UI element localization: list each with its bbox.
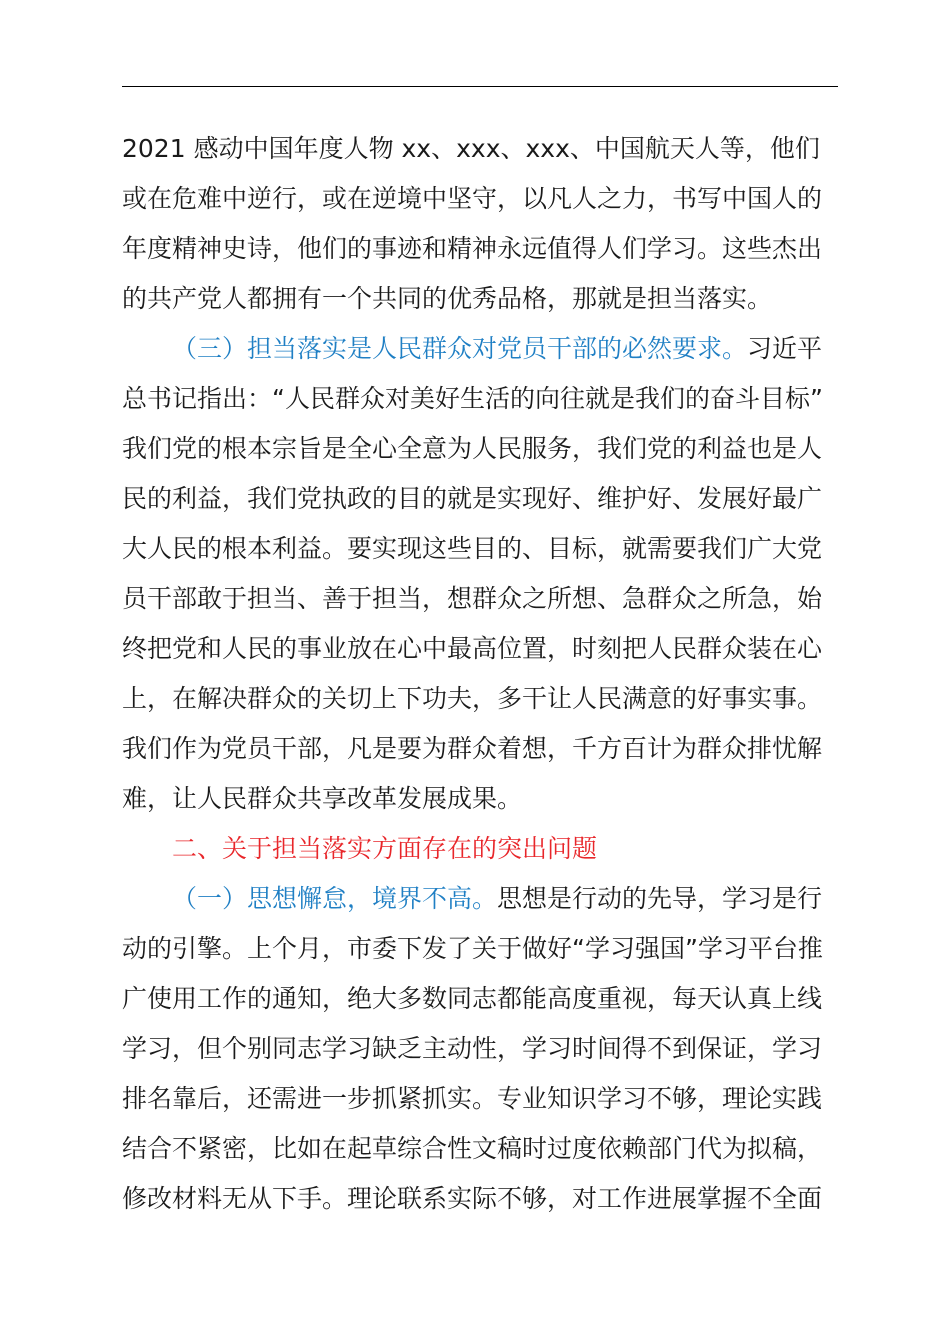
text-line: 动的引擎。上个月，市委下发了关于做好“学习强国”学习平台推 (122, 934, 823, 963)
text-line: 总书记指出：“人民群众对美好生活的向往就是我们的奋斗目标” (122, 384, 823, 413)
text-line: 难，让人民群众共享改革发展成果。 (122, 784, 523, 813)
text-line: 学习，但个别同志学习缺乏主动性，学习时间得不到保证，学习 (122, 1034, 823, 1063)
text-line: 我们作为党员干部，凡是要为群众着想，千方百计为群众排忧解 (122, 734, 823, 763)
paragraph-section-one (122, 874, 838, 1224)
text-line: 结合不紧密，比如在起草综合性文稿时过度依赖部门代为拟稿， (122, 1134, 823, 1163)
text-line: 我们党的根本宗旨是全心全意为人民服务，我们党的利益也是人 (122, 434, 823, 463)
sub-heading-three: （三）担当落实是人民群众对党员干部的必然要求。 (172, 334, 748, 363)
text-line: 的共产党人都拥有一个共同的优秀品格，那就是担当落实。 (122, 284, 773, 313)
section-heading-two: 二、关于担当落实方面存在的突出问题 (172, 834, 598, 863)
text-line-content: 或在危难中逆行，或在逆境中坚守，以凡人之力，书写中国人的 (122, 184, 823, 213)
text-line (122, 124, 838, 174)
text-line-content: 习近平 (747, 334, 823, 363)
paragraph-award-figures (122, 124, 838, 324)
text-line: 修改材料无从下手。理论联系实际不够，对工作进展掌握不全面 (122, 1184, 823, 1213)
sub-heading-one: （一）思想懈怠，境界不高。 (172, 884, 498, 913)
text-line: 民的利益，我们党执政的目的就是实现好、维护好、发展好最广 (122, 484, 823, 513)
text-line (122, 874, 838, 924)
text-line (122, 174, 838, 224)
text-line-content: 思想是行动的先导，学习是行 (497, 884, 823, 913)
paragraph-section-three (122, 324, 838, 824)
text-line: 大人民的根本利益。要实现这些目的、目标，就需要我们广大党 (122, 534, 823, 563)
header-rule (122, 86, 838, 87)
document-body (122, 124, 838, 1224)
text-line: 上，在解决群众的关切上下功夫，多干让人民满意的好事实事。 (122, 684, 823, 713)
text-line: 广使用工作的通知，绝大多数同志都能高度重视，每天认真上线 (122, 984, 823, 1013)
text-line-content: 年度精神史诗，他们的事迹和精神永远值得人们学习。这些杰出 (122, 234, 823, 263)
text-line: 排名靠后，还需进一步抓紧抓实。专业知识学习不够，理论实践 (122, 1084, 823, 1113)
text-line (122, 324, 838, 374)
text-line-content: 2021 感动中国年度人物 xx、xxx、xxx、中国航天人等，他们 (122, 134, 820, 163)
text-line: 员干部敢于担当、善于担当，想群众之所想、急群众之所急，始 (122, 584, 823, 613)
text-line (122, 224, 838, 274)
text-line: 终把党和人民的事业放在心中最高位置，时刻把人民群众装在心 (122, 634, 823, 663)
